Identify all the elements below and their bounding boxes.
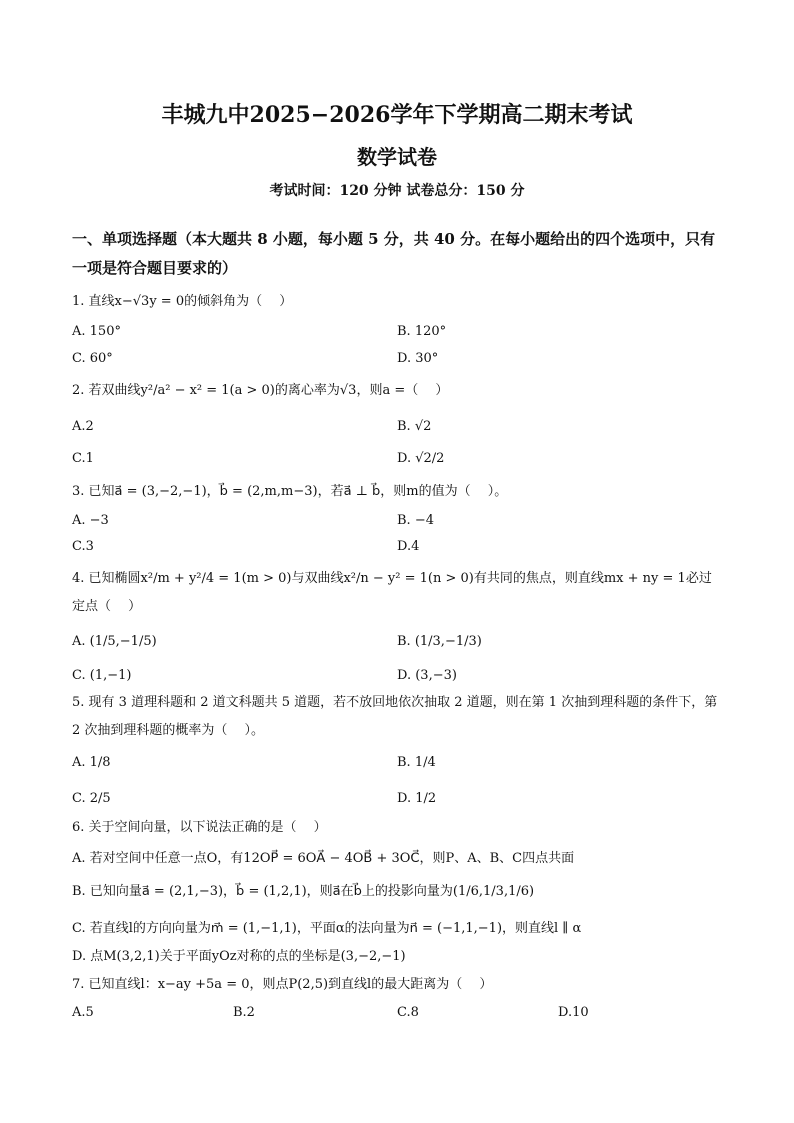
q2-option-b: B. √2 bbox=[397, 419, 432, 434]
q2-option-d: D. √2/2 bbox=[397, 451, 445, 466]
q3-option-c: C.3 bbox=[72, 539, 94, 554]
question-7-stem: 7. 已知直线l：x−ay +5a = 0，则点P(2,5)到直线l的最大距离为（ ） bbox=[72, 977, 493, 992]
exam-title: 丰城九中2025−2026学年下学期高二期末考试 bbox=[161, 102, 633, 128]
q3-option-b: B. −4 bbox=[397, 513, 434, 528]
q1-option-b: B. 120° bbox=[397, 324, 447, 339]
q1-option-a: A. 150° bbox=[72, 324, 121, 339]
exam-info: 考试时间：120 分钟 试卷总分：150 分 bbox=[269, 183, 525, 199]
q4-option-b: B. (1/3,−1/3) bbox=[397, 634, 482, 649]
question-6-stem: 6. 关于空间向量，以下说法正确的是（ ） bbox=[72, 820, 327, 835]
q6-option-d: D. 点M(3,2,1)关于平面yOz对称的点的坐标是(3,−2,−1) bbox=[72, 949, 406, 964]
q5-option-b: B. 1/4 bbox=[397, 755, 436, 770]
q3-option-d: D.4 bbox=[397, 539, 420, 554]
question-1-stem: 1. 直线x−√3y = 0的倾斜角为（ ） bbox=[72, 294, 293, 309]
question-5-stem: 5. 现有 3 道理科题和 2 道文科题共 5 道题，若不放回地依次抽取 2 道题，则在第 1 次抽到理科题的条件下，第 2 次抽到理科题的概率为（ ）。 bbox=[72, 695, 718, 738]
q6-option-a: A. 若对空间中任意一点O，有12OP⃗ = 6OA⃗ − 4OB⃗ + 3OC⃗，则P、A、B、C四点共面 bbox=[72, 851, 575, 866]
q7-option-a: A.5 bbox=[72, 1005, 94, 1020]
q2-option-a: A.2 bbox=[72, 419, 94, 434]
question-2-stem: 2. 若双曲线y²/a² − x² = 1(a > 0)的离心率为√3，则a =（ ） bbox=[72, 383, 449, 398]
q4-option-d: D. (3,−3) bbox=[397, 668, 457, 683]
q1-option-d: D. 30° bbox=[397, 351, 439, 366]
q5-option-a: A. 1/8 bbox=[72, 755, 111, 770]
q7-option-d: D.10 bbox=[558, 1005, 589, 1020]
q2-option-c: C.1 bbox=[72, 451, 94, 466]
question-3-stem: 3. 已知a⃗ = (3,−2,−1)，b⃗ = (2,m,m−3)，若a⃗ ⊥ b⃗，则m的值为（ ）。 bbox=[72, 484, 508, 499]
q3-option-a: A. −3 bbox=[72, 513, 109, 528]
section-heading: 一、单项选择题（本大题共 8 小题，每小题 5 分，共 40 分。在每小题给出的四个选项中，只有一项是符合题目要求的） bbox=[72, 230, 716, 277]
q5-option-d: D. 1/2 bbox=[397, 791, 437, 806]
q4-option-c: C. (1,−1) bbox=[72, 668, 132, 683]
q1-option-c: C. 60° bbox=[72, 351, 113, 366]
exam-subtitle: 数学试卷 bbox=[357, 145, 437, 169]
question-4-stem: 4. 已知椭圆x²/m + y²/4 = 1(m > 0)与双曲线x²/n − y² = 1(n > 0)有共同的焦点，则直线mx + ny = 1必过定点（ ） bbox=[72, 571, 712, 614]
q7-option-c: C.8 bbox=[397, 1005, 419, 1020]
q6-option-c: C. 若直线l的方向向量为m⃗ = (1,−1,1)，平面α的法向量为n⃗ = (−1,1,−1)，则直线l ∥ α bbox=[72, 921, 582, 936]
q7-option-b: B.2 bbox=[233, 1005, 255, 1020]
q5-option-c: C. 2/5 bbox=[72, 791, 111, 806]
q6-option-b: B. 已知向量a⃗ = (2,1,−3)，b⃗ = (1,2,1)，则a⃗在b⃗上的投影向量为(1/6,1/3,1/6) bbox=[72, 884, 535, 899]
q4-option-a: A. (1/5,−1/5) bbox=[72, 634, 157, 649]
